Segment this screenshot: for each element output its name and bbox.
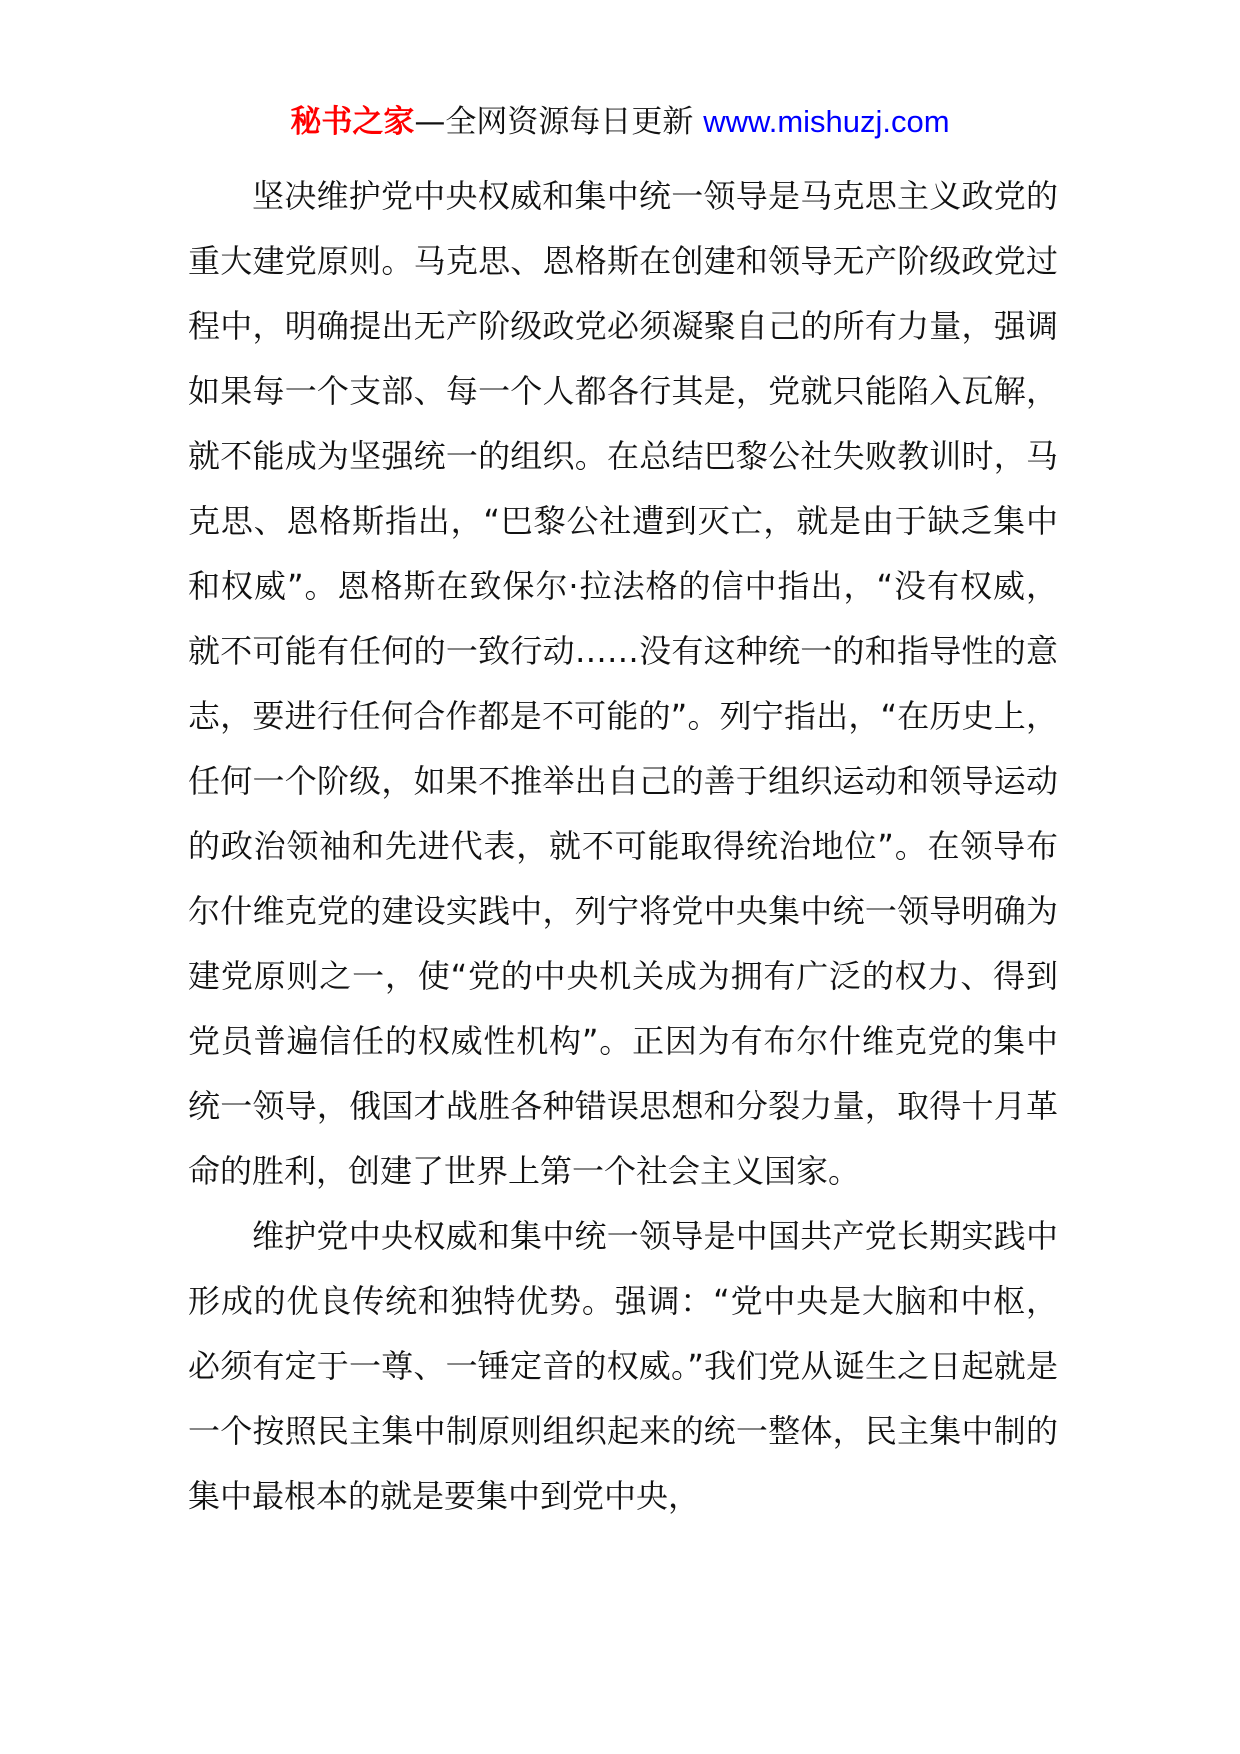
header-url-link[interactable]: www.mishuzj.com: [703, 104, 950, 139]
header-tagline: —全网资源每日更新: [414, 104, 694, 140]
paragraph-1: 坚决维护党中央权威和集中统一领导是马克思主义政党的重大建党原则。马克思、恩格斯在创建和领导无产阶级政党过程中，明确提出无产阶级政党必须凝聚自己的所有力量，强调如果每一个支部、每一个人都各行其是，党就只能陷入瓦解，就不能成为坚强统一的组织。在总结巴黎公社失败教训时，马克思、恩格斯指出，“巴黎公社遭到灭亡，就是由于缺乏集中和权威”。恩格斯在致保尔·拉法格的信中指出，“没有权威，就不可能有任何的一致行动……没有这种统一的和指导性的意志，要进行任何合作都是不可能的”。列宁指出，“在历史上，任何一个阶级，如果不推举出自己的善于组织运动和领导运动的政治领袖和先进代表，就不可能取得统治地位”。在领导布尔什维克党的建设实践中，列宁将党中央集中统一领导明确为建党原则之一，使“党的中央机关成为拥有广泛的权力、得到党员普遍信任的权威性机构”。正因为有布尔什维克党的集中统一领导，俄国才战胜各种错误思想和分裂力量，取得十月革命的胜利，创建了世界上第一个社会主义国家。: [188, 177, 1058, 1190]
paragraph-2: 维护党中央权威和集中统一领导是中国共产党长期实践中形成的优良传统和独特优势。强调：“党中央是大脑和中枢，必须有定于一尊、一锤定音的权威。”我们党从诞生之日起就是一个按照民主集中制原则组织起来的统一整体，民主集中制的集中最根本的就是要集中到党中央，: [188, 1217, 1058, 1515]
page-header: [0, 100, 1240, 144]
header-brand: 秘书之家: [290, 104, 415, 140]
document-body: [188, 164, 1058, 1529]
